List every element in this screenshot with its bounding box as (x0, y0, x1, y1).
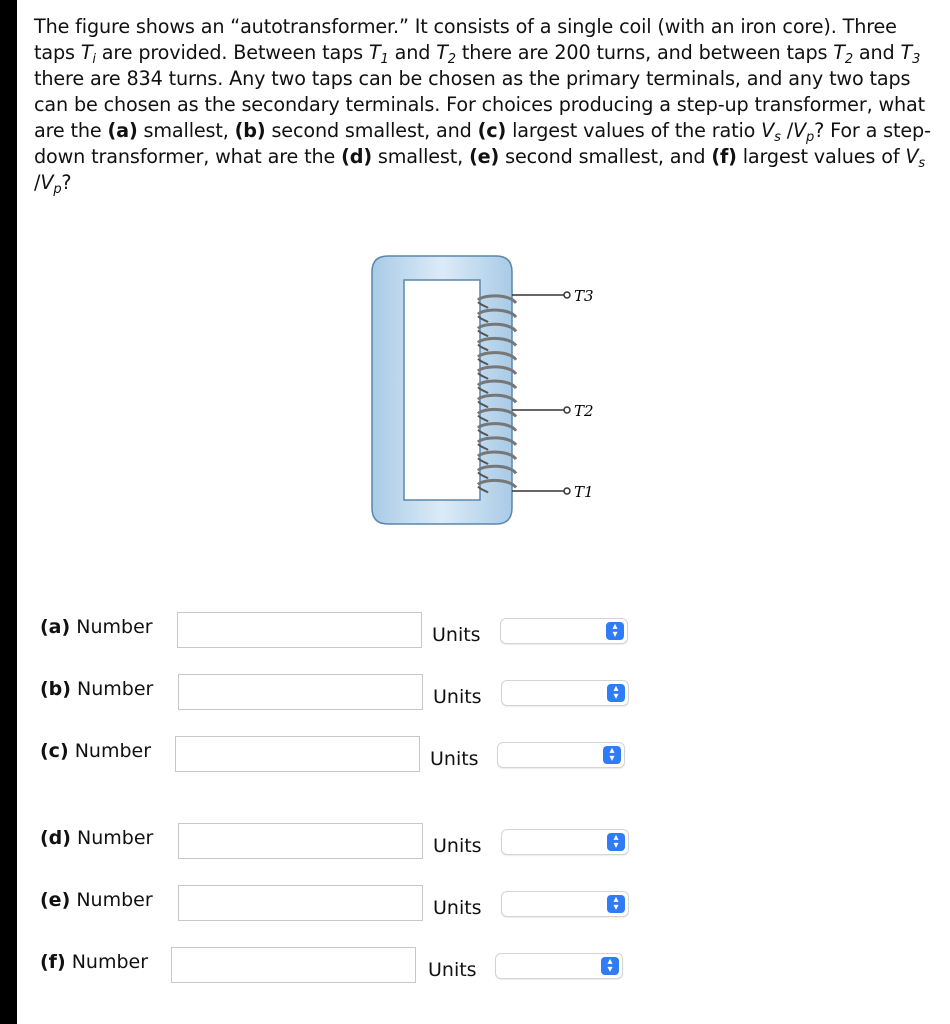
tap-label-t3: T3 (574, 287, 594, 305)
chevron-up-down-icon[interactable]: ▴ ▾ (606, 622, 624, 640)
units-label: Units (430, 748, 479, 770)
tap-label-t2: T2 (574, 402, 594, 420)
number-input[interactable] (177, 612, 422, 648)
answer-label: (b) Number (40, 678, 154, 700)
units-select[interactable] (497, 742, 625, 768)
tap-leads (512, 295, 564, 491)
units-label: Units (433, 897, 482, 919)
units-label: Units (428, 959, 477, 981)
units-select[interactable] (501, 891, 629, 917)
answer-row (0, 612, 950, 662)
answer-label: (a) Number (40, 616, 153, 638)
answer-label: (c) Number (40, 740, 152, 762)
answer-row (0, 823, 950, 873)
autotransformer-figure (360, 250, 660, 530)
units-label: Units (433, 686, 482, 708)
units-select[interactable] (501, 829, 629, 855)
number-input[interactable] (171, 947, 416, 983)
chevron-up-down-icon[interactable]: ▴ ▾ (607, 895, 625, 913)
answer-label: (d) Number (40, 827, 154, 849)
answer-row (0, 674, 950, 724)
number-input[interactable] (178, 674, 423, 710)
answer-row (0, 947, 950, 997)
question-text: The figure shows an “autotransformer.” It consists of a single coil (with an iron core). Three taps $T_i$ are provided. Between taps $T_1$ and $T_2$ there are 200 turns, and between taps $T_2$ and $T_3$ there are 834 turns. Any two taps can be chosen as the primary terminals, and any two taps can be chosen as the secondary terminals. For choices producing a step-up transformer, what are the (a) smallest, (b) second smallest, and (c) largest values of the ratio $V_s$ $/V_p$? For a step-down transformer, what are the (d) smallest, (e) second smallest, and (f) largest values of $V_s$ $/V_p$? (34, 15, 931, 197)
tap-label-t1: T1 (574, 483, 594, 501)
answer-row (0, 885, 950, 935)
chevron-up-down-icon[interactable]: ▴ ▾ (607, 684, 625, 702)
answer-label: (e) Number (40, 889, 153, 911)
units-label: Units (433, 835, 482, 857)
chevron-up-down-icon[interactable]: ▴ ▾ (607, 833, 625, 851)
units-select[interactable] (495, 953, 623, 979)
tap-terminals (564, 292, 570, 494)
number-input[interactable] (178, 823, 423, 859)
tap-symbol: $T_i$ (80, 41, 96, 67)
answer-row (0, 736, 950, 786)
units-label: Units (432, 624, 481, 646)
units-select[interactable] (500, 618, 628, 644)
units-select[interactable] (501, 680, 629, 706)
chevron-up-down-icon[interactable]: ▴ ▾ (603, 746, 621, 764)
number-input[interactable] (175, 736, 420, 772)
number-input[interactable] (178, 885, 423, 921)
chevron-up-down-icon[interactable]: ▴ ▾ (601, 957, 619, 975)
answer-label: (f) Number (40, 951, 149, 973)
